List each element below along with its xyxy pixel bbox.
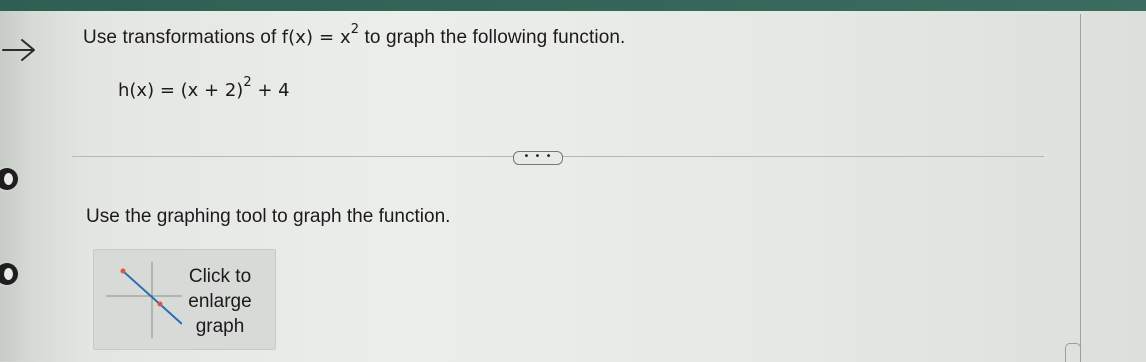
instruction-text: Use the graphing tool to graph the function.	[86, 206, 451, 227]
function-expression	[118, 75, 290, 101]
question-text	[83, 22, 626, 49]
top-bar	[0, 0, 1146, 11]
graph-thumbnail-icon	[100, 258, 182, 338]
f-definition	[281, 22, 360, 48]
question-suffix: to graph the following function.	[364, 27, 626, 48]
enlarge-graph-label-line1: Click to	[188, 266, 252, 287]
right-edge-line	[1080, 14, 1081, 361]
enlarge-graph-label-line2: enlarge	[188, 291, 252, 312]
more-options-button[interactable]: • • •	[513, 151, 563, 165]
corner-mark	[1065, 343, 1081, 362]
question-prefix: Use transformations of	[83, 27, 277, 48]
f-definition-base: f(x) = x	[281, 27, 351, 48]
enlarge-graph-label	[184, 264, 256, 339]
function-rest: + 4	[257, 80, 290, 101]
enlarge-graph-button[interactable]	[93, 249, 276, 350]
function-lhs: h(x) = (x + 2)	[118, 80, 244, 101]
enlarge-graph-label-line3: graph	[195, 316, 245, 337]
right-arrow-icon	[2, 36, 38, 64]
function-exponent: 2	[243, 75, 252, 90]
f-exponent: 2	[350, 22, 360, 37]
